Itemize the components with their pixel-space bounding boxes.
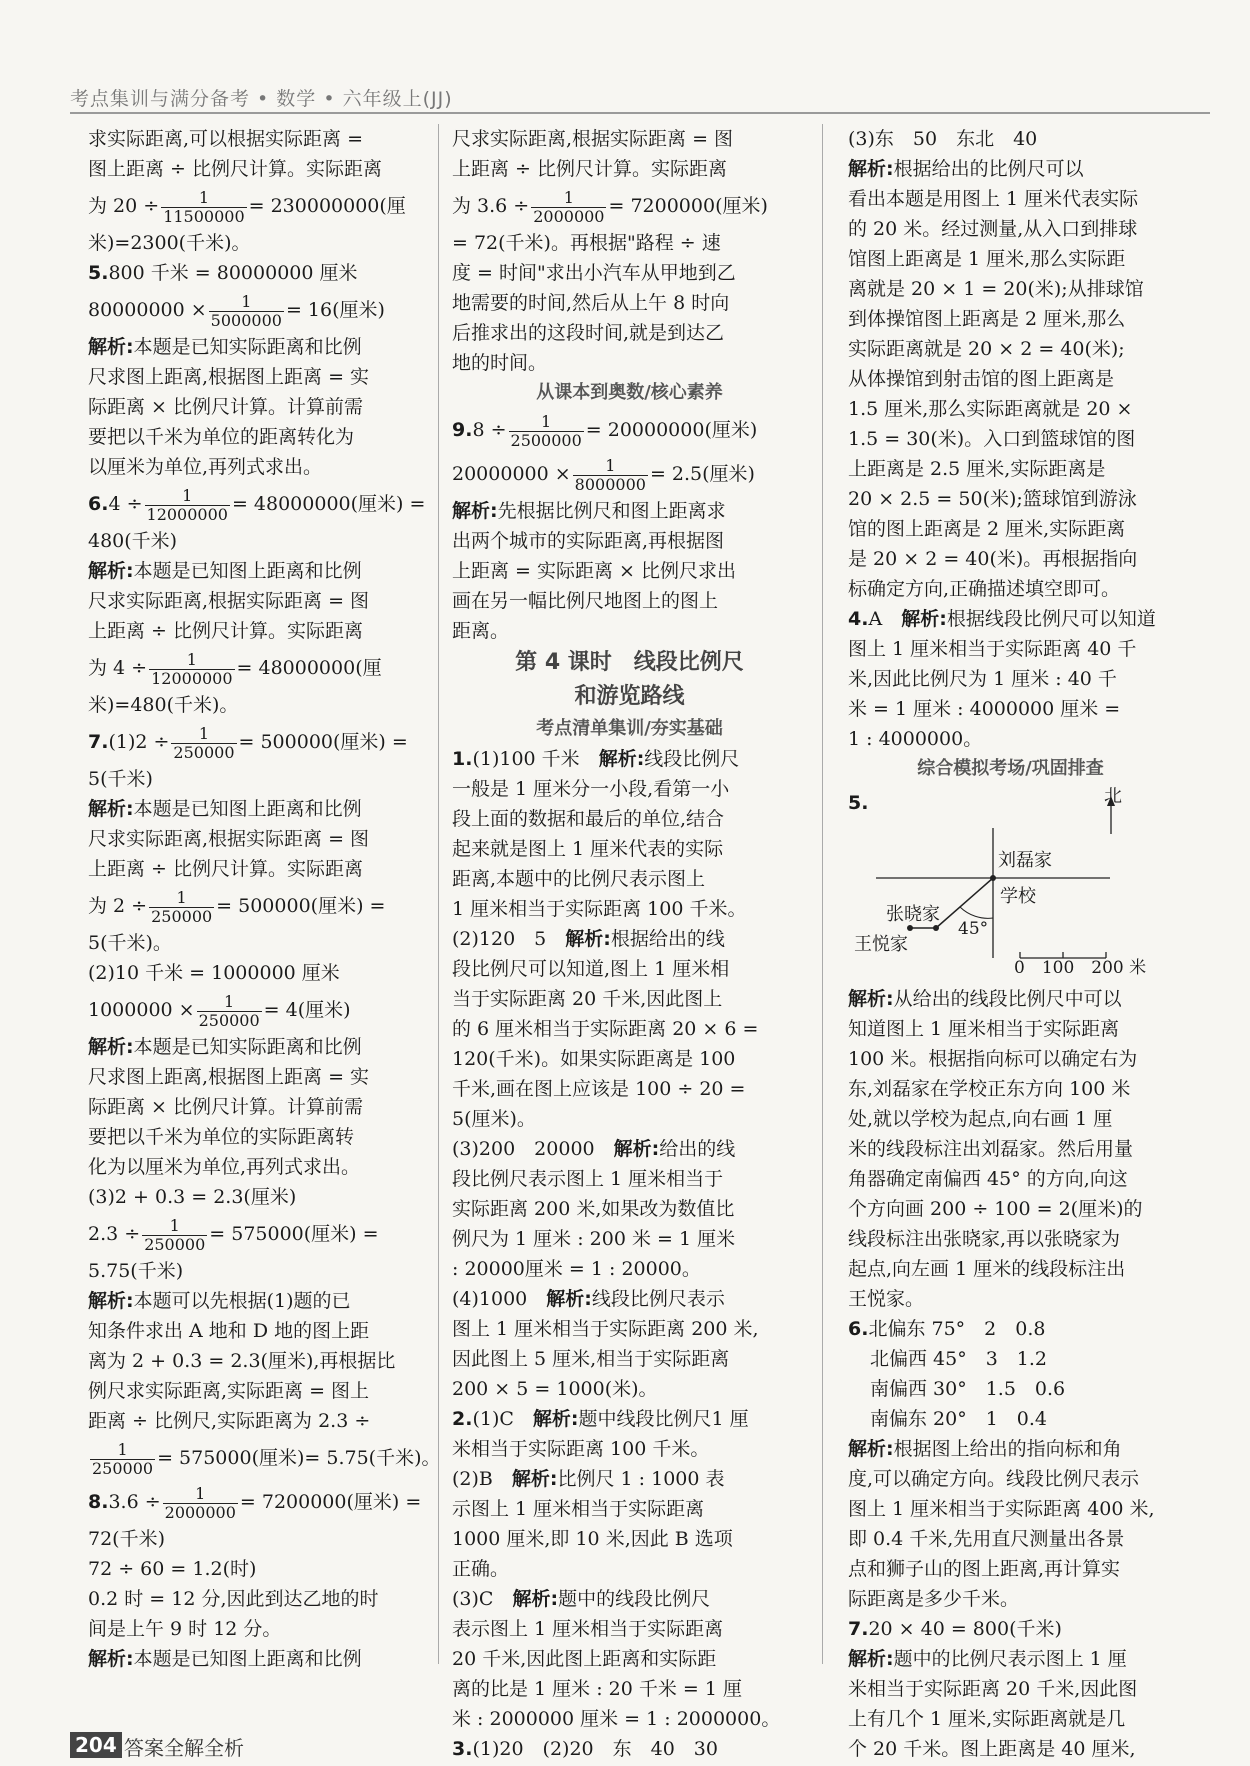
eq-left: 3.6 ÷ [108, 1491, 161, 1513]
text-line: 际距离 × 比例尺计算。计算前需 [88, 396, 363, 418]
question-8 [88, 1480, 428, 1524]
text-line: 因此图上 5 厘米,相当于实际距离 [452, 1348, 730, 1370]
fraction [171, 725, 236, 762]
column-divider [822, 124, 823, 1664]
text-line: 上距离 ÷ 比例尺计算。实际距离 [452, 158, 727, 180]
denominator: 12000000 [151, 668, 233, 688]
eq-left: 为 2 ÷ [88, 895, 148, 917]
question-6 [88, 482, 428, 526]
text-line: 米)=2300(千米)。 [88, 232, 251, 254]
analysis-text: 本题是已知实际距离和比例 [133, 336, 362, 358]
analysis-label: 解析: [88, 798, 134, 820]
answer-text: (2)120 5 [452, 928, 547, 950]
text-line: 实际距离 200 米,如果改为数值比 [452, 1198, 735, 1220]
text-line: 馆的图上距离是 2 厘米,实际距离 [848, 518, 1126, 540]
question-5 [88, 258, 428, 288]
analysis-text: 根据给出的比例尺可以 [893, 158, 1084, 180]
text-line: 1.5 = 30(米)。入口到篮球馆的图 [848, 428, 1136, 450]
eq-left: 为 20 ÷ [88, 195, 160, 217]
analysis-label: 解析: [598, 748, 645, 770]
analysis-text: 给出的线 [659, 1138, 736, 1160]
eq-right: = 7200000(厘米) = [239, 1491, 422, 1513]
text-line: 段比例尺表示图上 1 厘米相当于 [452, 1168, 724, 1190]
text-line: 间是上午 9 时 12 分。 [88, 1618, 282, 1640]
analysis [88, 556, 428, 586]
text-line: 千米,画在图上应该是 100 ÷ 20 = [452, 1078, 746, 1100]
text-line: 馆图上距离是 1 厘米,那么实际距 [848, 248, 1126, 270]
question-number: 5. [848, 792, 869, 814]
text-line: 是 20 × 2 = 40(米)。再根据指向 [848, 548, 1138, 570]
numerator: 1 [176, 887, 187, 907]
section-heading: 综合模拟考场/巩固排查 [917, 758, 1104, 779]
answer-text: (4)1000 [452, 1288, 528, 1310]
header-rule [70, 112, 1210, 114]
text-line: 线段标注出张晓家,再以张晓家为 [848, 1228, 1121, 1250]
analysis-label: 解析: [848, 1438, 894, 1460]
numerator: 1 [198, 187, 209, 207]
eq-right: = 500000(厘米) = [238, 731, 408, 753]
text-line: 段上面的数据和最后的单位,结合 [452, 808, 725, 830]
question-3 [452, 1734, 807, 1764]
numerator: 1 [198, 723, 210, 743]
analysis-text: 根据图上给出的指向标和角 [893, 1438, 1122, 1460]
equation [88, 1212, 428, 1256]
fraction [531, 189, 606, 226]
question-number: 1. [452, 748, 473, 770]
section-heading: 从课本到奥数/核心素养 [536, 382, 723, 403]
text-line: 角器确定南偏西 45° 的方向,向这 [848, 1168, 1128, 1190]
question-7 [88, 720, 428, 764]
text-line: 米 : 2000000 厘米 = 1 : 2000000。 [452, 1708, 781, 1730]
column-right [848, 124, 1173, 1764]
denominator: 2000000 [164, 1502, 236, 1522]
eq-right: = 48000000(厘米) = [231, 493, 426, 515]
answer-text: 20 × 40 = 800(千米) [868, 1618, 1062, 1640]
denominator: 250000 [144, 1234, 206, 1254]
equation [452, 184, 807, 228]
text-line: 例尺为 1 厘米 : 200 米 = 1 厘米 [452, 1228, 736, 1250]
fraction [197, 993, 262, 1030]
text-line: 图上 1 厘米相当于实际距离 40 千 [848, 638, 1137, 660]
analysis [848, 984, 1173, 1014]
analysis-label: 解析: [88, 1036, 134, 1058]
text-line: 当于实际距离 20 千米,因此图上 [452, 988, 723, 1010]
text-line: 尺求实际距离,根据实际距离 = 图 [88, 828, 370, 850]
text-line: 画在另一幅比例尺地图上的图上 [452, 590, 719, 612]
question-number: 5. [88, 262, 109, 284]
text-line: 上有几个 1 厘米,实际距离就是几 [848, 1708, 1126, 1730]
text-line: 实际距离就是 20 × 2 = 40(米); [848, 338, 1125, 360]
text-line: 图上 1 厘米相当于实际距离 400 米, [848, 1498, 1155, 1520]
text-line: 际距离 × 比例尺计算。计算前需 [88, 1096, 363, 1118]
eq-left: 4 ÷ [108, 493, 143, 515]
text-line: 尺求实际距离,根据实际距离 = 图 [88, 590, 370, 612]
analysis-text: 线段比例尺 [644, 748, 740, 770]
denominator: 5000000 [210, 310, 282, 330]
analysis-text: 本题是已知图上距离和比例 [133, 798, 362, 820]
text-line: 20 千米,因此图上距离和实际距 [452, 1648, 717, 1670]
text-line: 知道图上 1 厘米相当于实际距离 [848, 1018, 1120, 1040]
text-line: 点和狮子山的图上距离,再计算实 [848, 1558, 1121, 1580]
analysis-text: 先根据比例尺和图上距离求 [497, 500, 726, 522]
equation [88, 288, 428, 332]
page-number: 204 [70, 1732, 122, 1758]
analysis-label: 解析: [88, 1648, 134, 1670]
fraction [209, 293, 284, 330]
school-point [990, 875, 996, 881]
text-line: 480(千米) [88, 530, 178, 552]
text-line: 到体操馆图上距离是 2 厘米,那么 [848, 308, 1126, 330]
analysis-label: 解析: [88, 1290, 134, 1312]
text-line: 120(千米)。如果实际距离是 100 [452, 1048, 736, 1070]
text-line: 标确定方向,正确描述填空即可。 [848, 578, 1121, 600]
text-line: 化为以厘米为单位,再列式求出。 [88, 1156, 361, 1178]
eq-right: = 16(厘米) [285, 299, 385, 321]
equation [88, 988, 428, 1032]
analysis-text: 从给出的线段比例尺中可以 [893, 988, 1122, 1010]
text-line: 上距离 ÷ 比例尺计算。实际距离 [88, 858, 363, 880]
equation [88, 1436, 441, 1480]
text-line: 尺求图上距离,根据图上距离 = 实 [88, 366, 370, 388]
footer-label: 答案全解全析 [124, 1736, 244, 1760]
zhang-home-label: 张晓家 [886, 904, 940, 925]
numerator: 1 [541, 411, 552, 431]
equation [88, 184, 428, 228]
eq-left: 80000000 × [88, 299, 207, 321]
eq-right: = 4(厘米) [263, 999, 351, 1021]
text-line: 度 = 时间"求出小汽车从甲地到乙 [452, 262, 736, 284]
question-2 [452, 1404, 807, 1434]
text-line: 处,就以学校为起点,向右画 1 厘 [848, 1108, 1113, 1130]
answer-text: (1)100 千米 [472, 748, 580, 770]
text-line: 地的时间。 [452, 352, 548, 374]
text-line: 1 厘米相当于实际距离 100 千米。 [452, 898, 747, 920]
text-line: 72(千米) [88, 1528, 166, 1550]
analysis-text: 本题是已知图上距离和比例 [133, 560, 362, 582]
denominator: 8000000 [574, 474, 646, 494]
text-line: 知条件求出 A 地和 D 地的图上距 [88, 1320, 370, 1342]
analysis-text: 题中线段比例尺1 厘 [578, 1408, 749, 1430]
answer-text: 北偏西 45° 3 1.2 [870, 1348, 1048, 1370]
fraction [149, 651, 234, 688]
numerator: 1 [563, 187, 574, 207]
answer-text: 北偏东 75° 2 0.8 [868, 1318, 1046, 1340]
text-line: 以厘米为单位,再列式求出。 [88, 456, 323, 478]
column-divider [438, 124, 439, 1664]
analysis-text: 题中的比例尺表示图上 1 厘 [893, 1648, 1127, 1670]
answer-text: (3)200 20000 [452, 1138, 595, 1160]
text-line: 5(千米) [88, 768, 153, 790]
question-number: 7. [848, 1618, 869, 1640]
answer-text: 南偏东 20° 1 0.4 [870, 1408, 1048, 1430]
text-line: 100 米。根据指向标可以确定右为 [848, 1048, 1138, 1070]
text-line: 从体操馆到射击馆的图上距离是 [848, 368, 1115, 390]
analysis-text: 比例尺 1 : 1000 表 [557, 1468, 725, 1490]
text-line: 1 : 4000000。 [848, 728, 983, 750]
sub-answer [452, 1134, 807, 1164]
analysis-text: 题中的线段比例尺 [558, 1588, 711, 1610]
text-line: 表示图上 1 厘米相当于实际距离 [452, 1618, 724, 1640]
sub-answer [452, 924, 807, 954]
analysis-text: 本题可以先根据(1)题的已 [133, 1290, 351, 1312]
fraction [90, 1441, 155, 1478]
eq-left: 8 ÷ [472, 419, 507, 441]
text-line: 距离。 [452, 620, 510, 642]
text-line: 要把以千米为单位的距离转化为 [88, 426, 355, 448]
equation [452, 452, 807, 496]
eq-right: = 230000000(厘 [248, 195, 406, 217]
text-line: 5.75(千米) [88, 1260, 184, 1282]
text-line: 东,刘磊家在学校正东方向 100 米 [848, 1078, 1131, 1100]
analysis-text: 根据给出的线 [610, 928, 725, 950]
text-line: 示图上 1 厘米相当于实际距离 [452, 1498, 705, 1520]
text-line: 后推求出的这段时间,就是到达乙 [452, 322, 725, 344]
analysis-label: 解析: [848, 158, 894, 180]
lesson-subtitle: 和游览路线 [574, 684, 685, 709]
text-line: 图上 1 厘米相当于实际距离 200 米, [452, 1318, 759, 1340]
text-line: 200 × 5 = 1000(米)。 [452, 1378, 658, 1400]
eq-right: = 48000000(厘 [236, 657, 382, 679]
numerator: 1 [182, 485, 193, 505]
text-line: 72 ÷ 60 = 1.2(时) [88, 1558, 257, 1580]
fraction [142, 1217, 207, 1254]
text-line: 求实际距离,可以根据实际距离 = [88, 128, 363, 150]
analysis-text: 线段比例尺表示 [591, 1288, 725, 1310]
text-line: 米 = 1 厘米 : 4000000 厘米 = [848, 698, 1121, 720]
text-line: 上距离是 2.5 厘米,实际距离是 [848, 458, 1106, 480]
text-line: 王悦家。 [848, 1288, 925, 1310]
analysis-label: 解析: [546, 1288, 592, 1310]
sub-answer [452, 1284, 807, 1314]
analysis-label: 解析: [848, 1648, 894, 1670]
numerator: 1 [605, 455, 616, 475]
analysis-label: 解析: [88, 560, 134, 582]
numerator: 1 [186, 649, 197, 669]
text-line: 上距离 = 实际距离 × 比例尺求出 [452, 560, 736, 582]
analysis [88, 332, 428, 362]
text-line: 起点,向左画 1 厘米的线段标注出 [848, 1258, 1126, 1280]
text-line: = 72(千米)。再根据"路程 ÷ 速 [452, 232, 721, 254]
numerator: 1 [117, 1439, 128, 1459]
analysis-label: 解析: [613, 1138, 660, 1160]
question-number: 7. [88, 731, 109, 753]
eq-right: = 575000(厘米)= 5.75(千米)。 [157, 1447, 441, 1469]
eq-left: 1000000 × [88, 999, 195, 1021]
eq-left: (1)2 ÷ [108, 731, 170, 753]
question-number: 6. [848, 1318, 869, 1340]
sub-answer [452, 1464, 807, 1494]
question-number: 2. [452, 1408, 473, 1430]
text-line: 米的线段标注出刘磊家。然后用量 [848, 1138, 1134, 1160]
analysis-label: 解析: [511, 1468, 558, 1490]
text-line: 离就是 20 × 1 = 20(米);从排球馆 [848, 278, 1144, 300]
text-line: 尺求实际距离,根据实际距离 = 图 [452, 128, 734, 150]
text-line: 米,因此比例尺为 1 厘米 : 40 千 [848, 668, 1117, 690]
text-line: 米相当于实际距离 100 千米。 [452, 1438, 710, 1460]
answer-text: 南偏西 30° 1.5 0.6 [870, 1378, 1066, 1400]
lesson-title: 第 4 课时 线段比例尺 [515, 650, 744, 675]
denominator: 250000 [198, 1010, 260, 1030]
eq-left: 为 3.6 ÷ [452, 195, 530, 217]
text-line: 20 × 2.5 = 50(米);篮球馆到游泳 [848, 488, 1137, 510]
eq-right: = 20000000(厘米) [585, 419, 758, 441]
question-6 [848, 1314, 1173, 1344]
analysis-label: 解析: [848, 988, 894, 1010]
denominator: 250000 [151, 906, 213, 926]
eq-right: = 575000(厘米) = [209, 1223, 379, 1245]
question-4 [848, 604, 1173, 634]
sub-answer [452, 1584, 807, 1614]
text-line: 上距离 ÷ 比例尺计算。实际距离 [88, 620, 363, 642]
answer-text: A [868, 608, 883, 630]
analysis [88, 1644, 428, 1674]
denominator: 2000000 [533, 206, 605, 226]
text-line: 尺求图上距离,根据图上距离 = 实 [88, 1066, 370, 1088]
analysis-text: 本题是已知图上距离和比例 [133, 1648, 362, 1670]
page-header: 考点集训与满分备考 • 数学 • 六年级上(JJ) [70, 88, 453, 110]
analysis-label: 解析: [901, 608, 947, 630]
text-line: (3)2 + 0.3 = 2.3(厘米) [88, 1186, 297, 1208]
north-label: 北 [1104, 786, 1122, 807]
analysis-label: 解析: [88, 336, 134, 358]
text-line: 图上距离 ÷ 比例尺计算。实际距离 [88, 158, 382, 180]
question-1 [452, 744, 807, 774]
numerator: 1 [195, 1483, 206, 1503]
text-line: 1.5 厘米,那么实际距离就是 20 × [848, 398, 1133, 420]
question-7 [848, 1614, 1173, 1644]
analysis [848, 154, 1173, 184]
equation [88, 884, 428, 928]
direction-diagram [848, 788, 1173, 978]
eq-right: = 7200000(厘米) [608, 195, 768, 217]
eq-right: = 500000(厘米) = [216, 895, 386, 917]
eq-left: 2.3 ÷ [88, 1223, 141, 1245]
fraction [149, 889, 214, 926]
text-line: 5(千米)。 [88, 932, 172, 954]
answer-text: (1)C [472, 1408, 514, 1430]
fraction [145, 487, 230, 524]
answer-text: (2)B [452, 1468, 493, 1490]
text-line: 出两个城市的实际距离,再根据图 [452, 530, 725, 552]
analysis [452, 496, 807, 526]
analysis [848, 1434, 1173, 1464]
text-line: 1000 厘米,即 10 米,因此 B 选项 [452, 1528, 733, 1550]
column-middle [452, 124, 807, 1764]
analysis-label: 解析: [452, 500, 498, 522]
answer-text: (3)C [452, 1588, 494, 1610]
analysis [848, 1644, 1173, 1674]
school-label: 学校 [1000, 886, 1036, 907]
denominator: 250000 [92, 1458, 154, 1478]
text-line: 米)=480(千米)。 [88, 694, 239, 716]
eq-right: = 2.5(厘米) [649, 463, 755, 485]
text-line: 米相当于实际距离 20 千米,因此图 [848, 1678, 1138, 1700]
text-line: 5(厘米)。 [452, 1108, 536, 1130]
text-line: 距离,本题中的比例尺表示图上 [452, 868, 706, 890]
question-9 [452, 408, 807, 452]
text-line: 的 6 厘米相当于实际距离 20 × 6 = [452, 1018, 759, 1040]
analysis-label: 解析: [565, 928, 611, 950]
denominator: 2500000 [510, 430, 582, 450]
numerator: 1 [241, 291, 252, 311]
text-line: 个方向画 200 ÷ 100 = 2(厘米)的 [848, 1198, 1143, 1220]
text-line: 一般是 1 厘米分一小段,看第一小 [452, 778, 730, 800]
numerator: 1 [169, 1215, 180, 1235]
question-number: 9. [452, 419, 473, 441]
text-line: 离的比是 1 厘米 : 20 千米 = 1 厘 [452, 1678, 742, 1700]
scale-label: 0 100 200 米 [1014, 958, 1147, 978]
question-number: 6. [88, 493, 109, 515]
column-left [88, 124, 441, 1674]
text-line: 0.2 时 = 12 分,因此到达乙地的时 [88, 1588, 379, 1610]
answer-text: (1)20 (2)20 东 40 30 [472, 1738, 718, 1760]
analysis [88, 1286, 428, 1316]
denominator: 12000000 [146, 504, 228, 524]
text-line: 际距离是多少千米。 [848, 1588, 1020, 1610]
fraction [573, 457, 648, 494]
text-line: 要把以千米为单位的实际距离转 [88, 1126, 355, 1148]
question-number: 8. [88, 1491, 109, 1513]
denominator: 11500000 [163, 206, 245, 226]
section-heading: 考点清单集训/夯实基础 [536, 718, 723, 739]
text-line: 段比例尺可以知道,图上 1 厘米相 [452, 958, 730, 980]
question-number: 3. [452, 1738, 473, 1760]
text-line: : 20000厘米 = 1 : 20000。 [452, 1258, 701, 1280]
text-line: 地需要的时间,然后从上午 8 时向 [452, 292, 730, 314]
text-line: 个 20 千米。图上距离是 40 厘米, [848, 1738, 1136, 1760]
fraction [509, 413, 584, 450]
eq-left: 为 4 ÷ [88, 657, 148, 679]
numerator: 1 [224, 991, 235, 1011]
analysis [88, 794, 428, 824]
answer-text: (3)东 50 东北 40 [848, 128, 1038, 150]
question-number: 4. [848, 608, 869, 630]
text-line: 离为 2 + 0.3 = 2.3(厘米),再根据比 [88, 1350, 396, 1372]
text-line: 的 20 米。经过测量,从入口到排球 [848, 218, 1138, 240]
fraction [161, 189, 246, 226]
answer-text: 800 千米 = 80000000 厘米 [108, 262, 358, 284]
text-line: 度,可以确定方向。线段比例尺表示 [848, 1468, 1140, 1490]
text-line: 即 0.4 千米,先用直尺测量出各景 [848, 1528, 1125, 1550]
liu-home-label: 刘磊家 [998, 850, 1052, 871]
text-line: (2)10 千米 = 1000000 厘米 [88, 962, 340, 984]
text-line: 距离 ÷ 比例尺,实际距离为 2.3 ÷ [88, 1410, 371, 1432]
analysis [88, 1032, 428, 1062]
denominator: 250000 [173, 742, 235, 762]
wang-home-label: 王悦家 [854, 934, 908, 955]
equation [88, 646, 428, 690]
text-line: 起来就是图上 1 厘米代表的实际 [452, 838, 724, 860]
analysis-label: 解析: [532, 1408, 579, 1430]
eq-left: 20000000 × [452, 463, 571, 485]
text-line: 看出本题是用图上 1 厘米代表实际 [848, 188, 1139, 210]
analysis-text: 本题是已知实际距离和比例 [133, 1036, 362, 1058]
angle-label: 45° [958, 919, 989, 939]
analysis-text: 根据线段比例尺可以知道 [946, 608, 1156, 630]
text-line: 正确。 [452, 1558, 510, 1580]
fraction [163, 1485, 238, 1522]
analysis-label: 解析: [512, 1588, 559, 1610]
text-line: 例尺求实际距离,实际距离 = 图上 [88, 1380, 370, 1402]
